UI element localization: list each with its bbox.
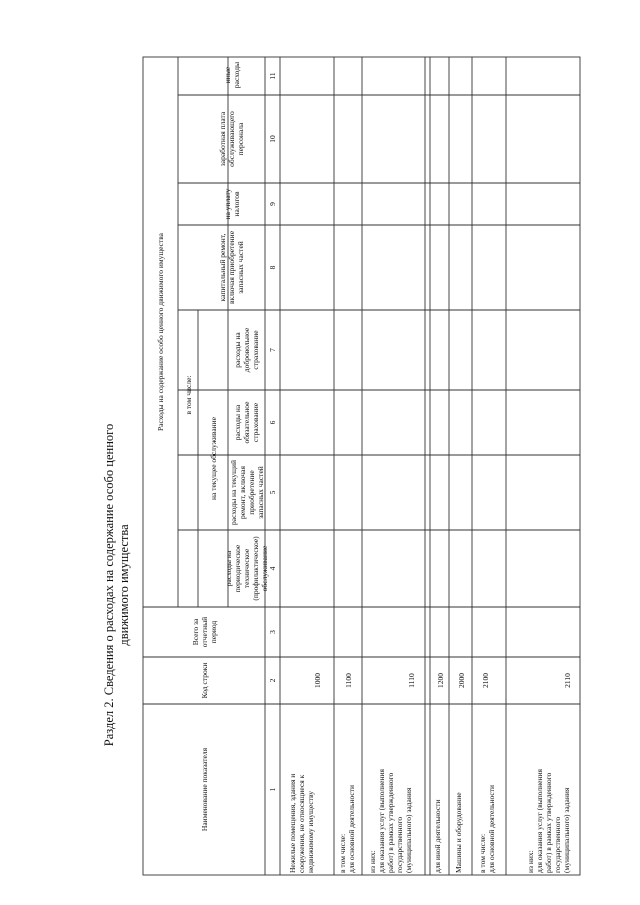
column-number-6: 6 [268,420,277,425]
header-col4: расходы на периодическое техническое (профилактическое) обслуживание [224,536,269,601]
row-1110-name: из них: для оказания услуг (выполнения работ) в рамках утвержденного государственного (муниципального) задания [368,769,413,873]
row-2110-code: 2110 [562,673,572,688]
row-2100-code: 2100 [480,673,490,688]
column-number-1: 1 [268,787,277,792]
column-number-8: 8 [268,265,277,270]
section-title-line-1: Раздел 2. Сведения о расходах на содержание особо ценного [102,423,116,747]
row-1100-code: 1100 [343,673,353,688]
header-expenses: Расходы на содержание особо ценного движимого имущества [156,232,165,432]
column-number-9: 9 [268,202,277,206]
column-number-10: 10 [268,135,277,143]
row-2000-name: Машины и оборудование [454,792,463,873]
column-number-3: 3 [268,630,277,634]
row-2100-name: в том числе: для основной деятельности [478,784,496,873]
column-number-7: 7 [268,348,277,352]
header-col10: заработная плата обслуживающего персонала [218,111,245,167]
header-current-service: на текущее обслуживание [208,416,218,501]
header-col7: расходы на добровольное страхование [233,327,260,373]
row-1000-name: Нежилые помещения, здания и сооружения, не относящиеся к недвижимому имуществу [288,773,315,873]
row-1100-name: в том числе: для основной деятельности [338,784,356,873]
header-col11: иные расходы [222,61,241,89]
column-number-4: 4 [268,566,277,571]
row-1200-name: для иной деятельности [433,799,442,873]
header-total: Всего за отчетный период [190,616,218,648]
column-number-11: 11 [268,72,277,80]
header-col9: на уплату налогов [222,188,241,220]
header-col8: капитальный ремонт, включая приобретение запасных частей [218,230,245,305]
header-col6: расходы на обязательное страхование [233,401,260,444]
row-2110-name: из них: для оказания услуг (выполнения работ) в рамках утвержденного государственного (муниципального) задания [526,769,571,873]
header-including: в том числе: [183,375,193,415]
row-2000-code: 2000 [456,673,466,688]
column-number-5: 5 [268,490,277,495]
header-col5: расходы на текущий ремонт, включая приобретение запасных частей [228,460,265,525]
row-1200-code: 1200 [435,673,445,688]
section-title-line-2: движимого имущества [117,524,131,646]
row-1000-code: 1000 [312,673,322,688]
header-code: Код строки [199,662,209,699]
row-1110-code: 1110 [406,673,416,688]
header-name: Наименование показателя [199,747,209,832]
column-number-2: 2 [268,678,277,683]
